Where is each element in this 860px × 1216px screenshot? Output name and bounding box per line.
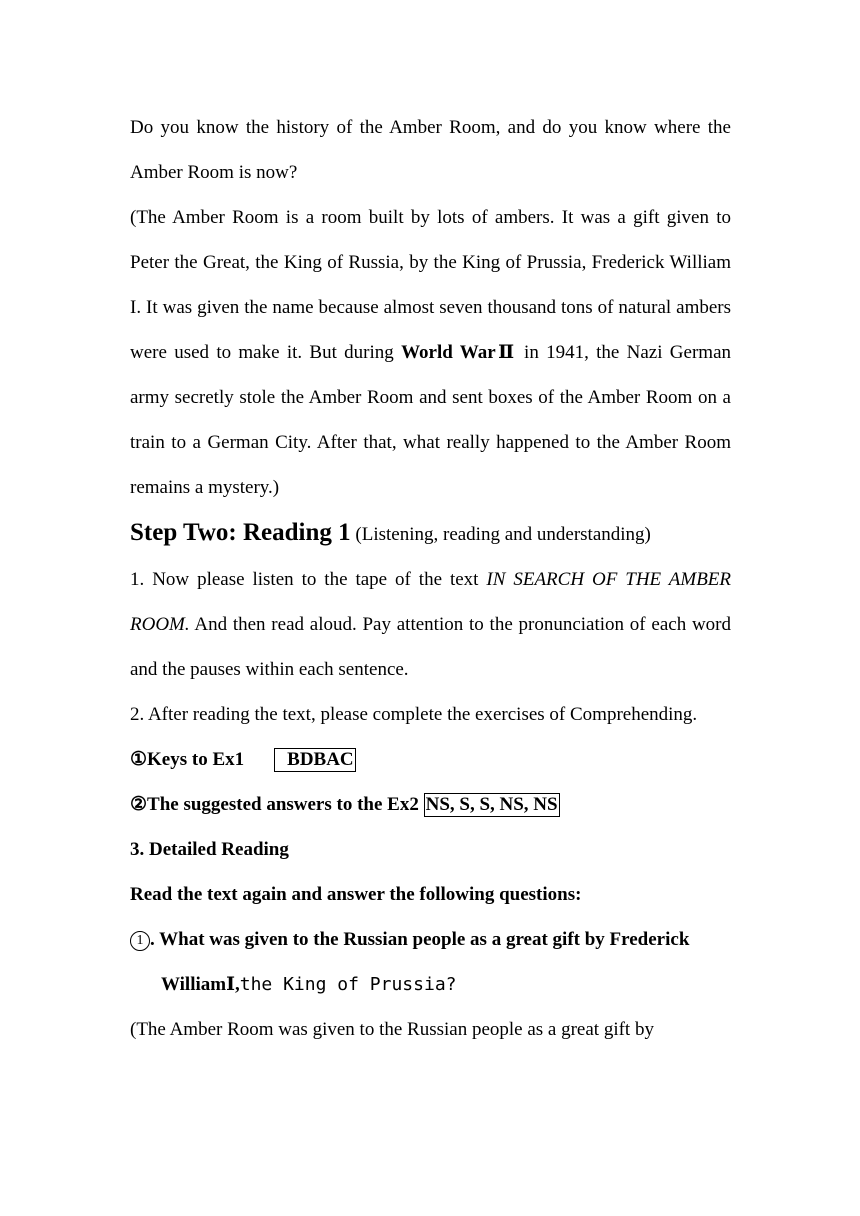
- intro-answer-text-1: (The Amber Room is a room built by lots of ambers. It was a gift given to Peter the Great, the King of Russia, by the King of Prussia, Frederick William I. It was given the name because almost seven thousand tons of natural ambers were used to make it. But during: [130, 207, 731, 363]
- keys-ex2-label: ②The suggested answers to the Ex2: [130, 794, 424, 815]
- item-1-text-2: And then read aloud. Pay attention to the pronunciation of each word and the pauses within each sentence.: [130, 614, 731, 680]
- answer-1-partial: (The Amber Room was given to the Russian people as a great gift by: [130, 1019, 654, 1040]
- keys-ex1-label: ①Keys to Ex1: [130, 749, 245, 770]
- keys-ex1-answer-box: BDBAC: [274, 748, 356, 772]
- question-1-text: . What was given to the Russian people as a great gift by Frederick: [150, 929, 690, 950]
- question-1-mono: the King of Prussia?: [239, 974, 457, 995]
- question-1-roman: Ⅰ,: [226, 974, 240, 995]
- detailed-reading-instruction: Read the text again and answer the following questions:: [130, 884, 582, 905]
- intro-answer-bold: World WarⅡ: [401, 342, 517, 363]
- question-1-william: William: [161, 974, 227, 995]
- step-two-heading: [130, 510, 731, 557]
- intro-answer-text-2: in 1941, the Nazi German army secretly stole the Amber Room and sent boxes of the Amber Room on a train to a German City. After that, what really happened to the Amber Room remains a mystery.): [130, 342, 732, 498]
- question-1-number: 1: [130, 931, 150, 951]
- step-two-subtitle: (Listening, reading and understanding): [350, 524, 651, 545]
- keys-ex2: [130, 782, 731, 827]
- intro-question: Do you know the history of the Amber Room, and do you know where the Amber Room is now?: [130, 117, 731, 183]
- item-1-text-1: 1. Now please listen to the tape of the text: [130, 569, 487, 590]
- item-1-title-italic: IN SEARCH OF THE AMBER ROOM.: [130, 569, 732, 635]
- detailed-reading-heading: 3. Detailed Reading: [130, 839, 289, 860]
- keys-ex2-answer-box: NS, S, S, NS, NS: [425, 794, 558, 815]
- document-page: [130, 105, 731, 1052]
- intro-answer: [130, 195, 731, 510]
- question-1-line-1: [130, 917, 731, 962]
- step-two-title: Step Two: Reading 1: [130, 519, 351, 546]
- item-2: 2. After reading the text, please complete the exercises of Comprehending.: [130, 704, 698, 725]
- question-1-line-2: [130, 962, 731, 1007]
- keys-ex1: [130, 737, 731, 782]
- item-1: [130, 557, 731, 692]
